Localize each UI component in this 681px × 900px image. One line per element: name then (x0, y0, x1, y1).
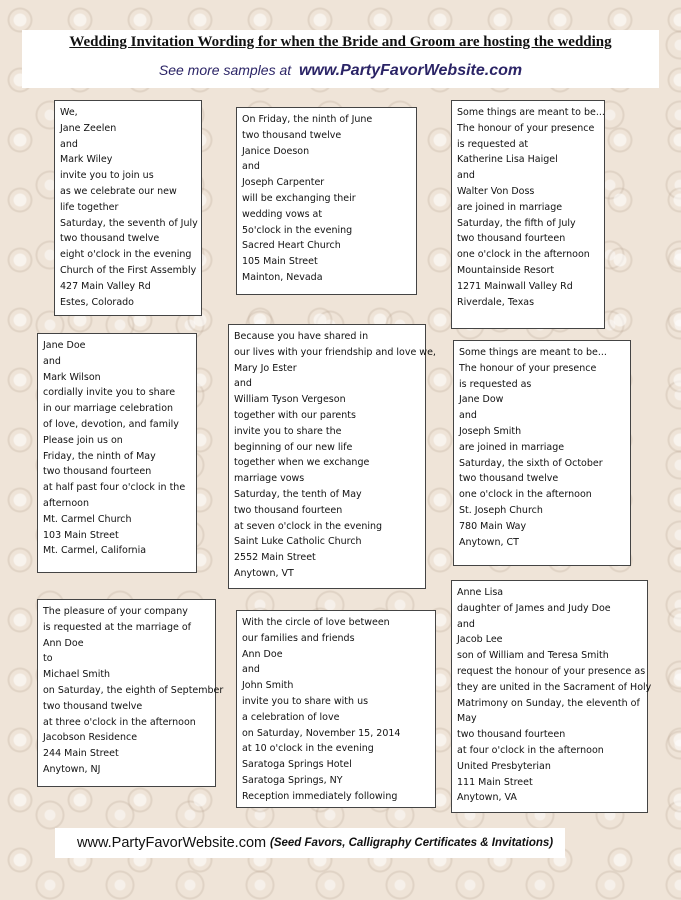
invitation-line: Saturday, the sixth of October (459, 457, 603, 469)
invitation-line: On Friday, the ninth of June (242, 114, 373, 125)
invitation-line: two thousand twelve (242, 129, 342, 141)
invitation-line: marriage vows (234, 473, 305, 485)
invitation-line: our families and friends (242, 632, 355, 644)
invitation-line: are joined in marriage (457, 201, 563, 213)
invitation-line: John Smith (242, 680, 294, 692)
invitation-line: Mt. Carmel Church (43, 513, 132, 525)
invitation-card-9 (451, 580, 652, 813)
invitation-line: Ann Doe (242, 648, 283, 660)
invitation-line: We, (60, 107, 78, 118)
invitation-line: Saint Luke Catholic Church (234, 536, 362, 548)
invitation-line: invite you to share with us (242, 695, 369, 707)
invitation-line: 105 Main Street (242, 256, 318, 268)
invitation-line: Riverdale, Texas (457, 296, 535, 308)
invitation-line: Jane Doe (43, 340, 86, 351)
invitation-line: 427 Main Valley Rd (60, 280, 151, 292)
invitation-line: Jacobson Residence (43, 732, 138, 744)
invitation-line: 780 Main Way (459, 520, 527, 532)
invitation-line: 111 Main Street (457, 776, 533, 788)
invitation-line: and (242, 161, 260, 173)
invitation-line: Saratoga Springs, NY (242, 774, 343, 786)
invitation-card-4 (37, 333, 197, 573)
invitation-card-6 (453, 340, 631, 566)
invitation-line: Joseph Smith (459, 425, 522, 437)
invitation-line: will be exchanging their (242, 192, 356, 204)
invitation-line: at seven o'clock in the evening (234, 520, 383, 532)
invitation-line: and (43, 355, 61, 367)
invitation-line: and (457, 618, 475, 630)
invitation-line: Mary Jo Ester (234, 362, 297, 374)
invitation-line: Sacred Heart Church (242, 240, 341, 252)
invitation-line: at four o'clock in the afternoon (457, 744, 604, 756)
invitation-line: Mt. Carmel, California (43, 545, 147, 557)
invitation-line: together with our parents (234, 409, 356, 421)
invitation-line: and (234, 378, 252, 390)
invitation-line: son of William and Teresa Smith (457, 650, 609, 662)
invitation-line: Estes, Colorado (60, 296, 134, 308)
invitation-line: 1271 Mainwall Valley Rd (457, 280, 573, 292)
invitation-line: in our marriage celebration (43, 403, 174, 415)
invitation-line: Walter Von Doss (457, 185, 535, 197)
invitation-line: one o'clock in the afternoon (457, 249, 590, 261)
invitation-line: at 10 o'clock in the evening (242, 743, 374, 755)
invitation-line: a celebration of love (242, 711, 340, 723)
invitation-line: of love, devotion, and family (43, 418, 179, 430)
invitation-line: The pleasure of your company (43, 606, 188, 617)
invitation-line: two thousand twelve (43, 700, 143, 712)
invitation-line: Reception immediately following (242, 790, 398, 802)
invitation-line: Church of the First Assembly (60, 264, 197, 276)
invitation-line: 103 Main Street (43, 529, 119, 541)
invitation-line: together when we exchange (234, 457, 370, 469)
invitation-line: are joined in marriage (459, 441, 565, 453)
invitation-line: one o'clock in the afternoon (459, 489, 592, 501)
invitation-line: they are united in the Sacrament of Holy (457, 681, 652, 693)
invitation-card-8 (236, 610, 436, 808)
invitation-line: two thousand fourteen (234, 504, 343, 516)
invitation-line: Saturday, the tenth of May (234, 488, 362, 500)
invitation-line: 244 Main Street (43, 748, 119, 760)
invitation-line: Jacob Lee (457, 634, 503, 646)
invitation-line: on Saturday, the eighth of September (43, 684, 224, 696)
invitation-line: Jane Dow (459, 394, 504, 406)
invitation-line: St. Joseph Church (459, 504, 543, 516)
invitation-card-5 (228, 324, 436, 589)
invitation-line: Mainton, Nevada (242, 271, 323, 283)
invitation-line: at half past four o'clock in the (43, 482, 186, 494)
invitation-line: and (242, 664, 260, 676)
invitation-line: life together (60, 201, 119, 213)
header-banner (22, 30, 659, 88)
invitation-line: Anytown, NJ (43, 763, 101, 775)
invitation-line: Mountainside Resort (457, 264, 555, 276)
invitation-line: two thousand twelve (60, 233, 160, 245)
invitation-line: is requested as (459, 378, 532, 390)
invitation-line: at three o'clock in the afternoon (43, 716, 196, 728)
invitation-card-1 (54, 100, 202, 316)
invitation-line: our lives with your friendship and love we, (234, 346, 436, 358)
invitation-line: With the circle of love between (242, 617, 390, 628)
invitation-line: and (459, 410, 477, 422)
invitation-line: United Presbyterian (457, 760, 551, 772)
invitation-line: two thousand fourteen (457, 233, 566, 245)
invitation-line: Anytown, VT (234, 567, 294, 579)
invitation-line: The honour of your presence (459, 362, 597, 374)
invitation-line: Janice Doeson (242, 145, 310, 157)
invitation-line: on Saturday, November 15, 2014 (242, 727, 401, 739)
invitation-line: Mark Wiley (60, 154, 113, 166)
invitation-line: wedding vows at (242, 208, 323, 220)
invitation-card-3 (451, 100, 605, 329)
invitation-line: Please join us on (43, 434, 123, 446)
invitation-line: to (43, 653, 53, 665)
invitation-line: cordially invite you to share (43, 387, 176, 399)
invitation-line: two thousand fourteen (457, 729, 566, 741)
invitation-line: Saturday, the fifth of July (457, 217, 576, 229)
invitation-line: daughter of James and Judy Doe (457, 602, 611, 614)
page-title: Wedding Invitation Wording for when the Bride and Groom are hosting the wedding (69, 34, 612, 50)
invitation-line: Anytown, CT (459, 536, 519, 548)
invitation-line: Matrimony on Sunday, the eleventh of (457, 697, 640, 709)
invitation-line: Saturday, the seventh of July (60, 217, 198, 229)
invitation-line: invite you to share the (234, 425, 342, 437)
subtitle-site-link[interactable]: www.PartyFavorWebsite.com (298, 62, 523, 79)
invitation-line: and (457, 170, 475, 182)
invitation-line: The honour of your presence (457, 122, 595, 134)
invitation-line: May (457, 713, 477, 725)
invitation-line: two thousand twelve (459, 473, 559, 485)
invitation-line: 2552 Main Street (234, 552, 316, 564)
invitation-line: request the honour of your presence as (457, 665, 646, 677)
invitation-line: Mark Wilson (43, 371, 101, 383)
invitation-line: Michael Smith (43, 669, 111, 681)
invitation-line: is requested at the marriage of (43, 621, 192, 633)
invitation-line: Joseph Carpenter (242, 177, 325, 189)
invitation-line: Some things are meant to be... (457, 107, 605, 118)
invitation-line: Because you have shared in (234, 331, 369, 342)
invitation-line: 5o'clock in the evening (242, 224, 353, 236)
subtitle (22, 62, 659, 80)
invitation-line: as we celebrate our new (60, 185, 177, 197)
invitation-line: Some things are meant to be... (459, 347, 607, 358)
footer-site-link[interactable]: www.PartyFavorWebsite.com (77, 835, 267, 851)
invitation-line: beginning of our new life (234, 441, 353, 453)
invitation-line: Anne Lisa (457, 587, 504, 598)
subtitle-prefix: See more samples at (158, 62, 292, 78)
invitation-line: William Tyson Vergeson (234, 394, 346, 406)
invitation-line: afternoon (43, 497, 89, 509)
invitation-card-2 (236, 107, 417, 295)
invitation-line: eight o'clock in the evening (60, 249, 192, 261)
invitation-line: Katherine Lisa Haigel (457, 154, 558, 166)
invitation-card-7 (37, 599, 224, 787)
invitation-line: Saratoga Springs Hotel (242, 759, 352, 771)
invitation-line: Anytown, VA (457, 792, 517, 804)
invitation-line: Ann Doe (43, 637, 84, 649)
invitation-line: is requested at (457, 138, 529, 150)
invitation-line: Jane Zeelen (60, 122, 117, 134)
footer-note: (Seed Favors, Calligraphy Certificates & Invitations) (270, 837, 554, 849)
footer-banner (55, 828, 565, 858)
invitation-line: invite you to join us (60, 170, 154, 182)
invitation-line: Friday, the ninth of May (43, 450, 156, 462)
invitation-line: two thousand fourteen (43, 466, 152, 478)
invitation-line: and (60, 138, 78, 150)
